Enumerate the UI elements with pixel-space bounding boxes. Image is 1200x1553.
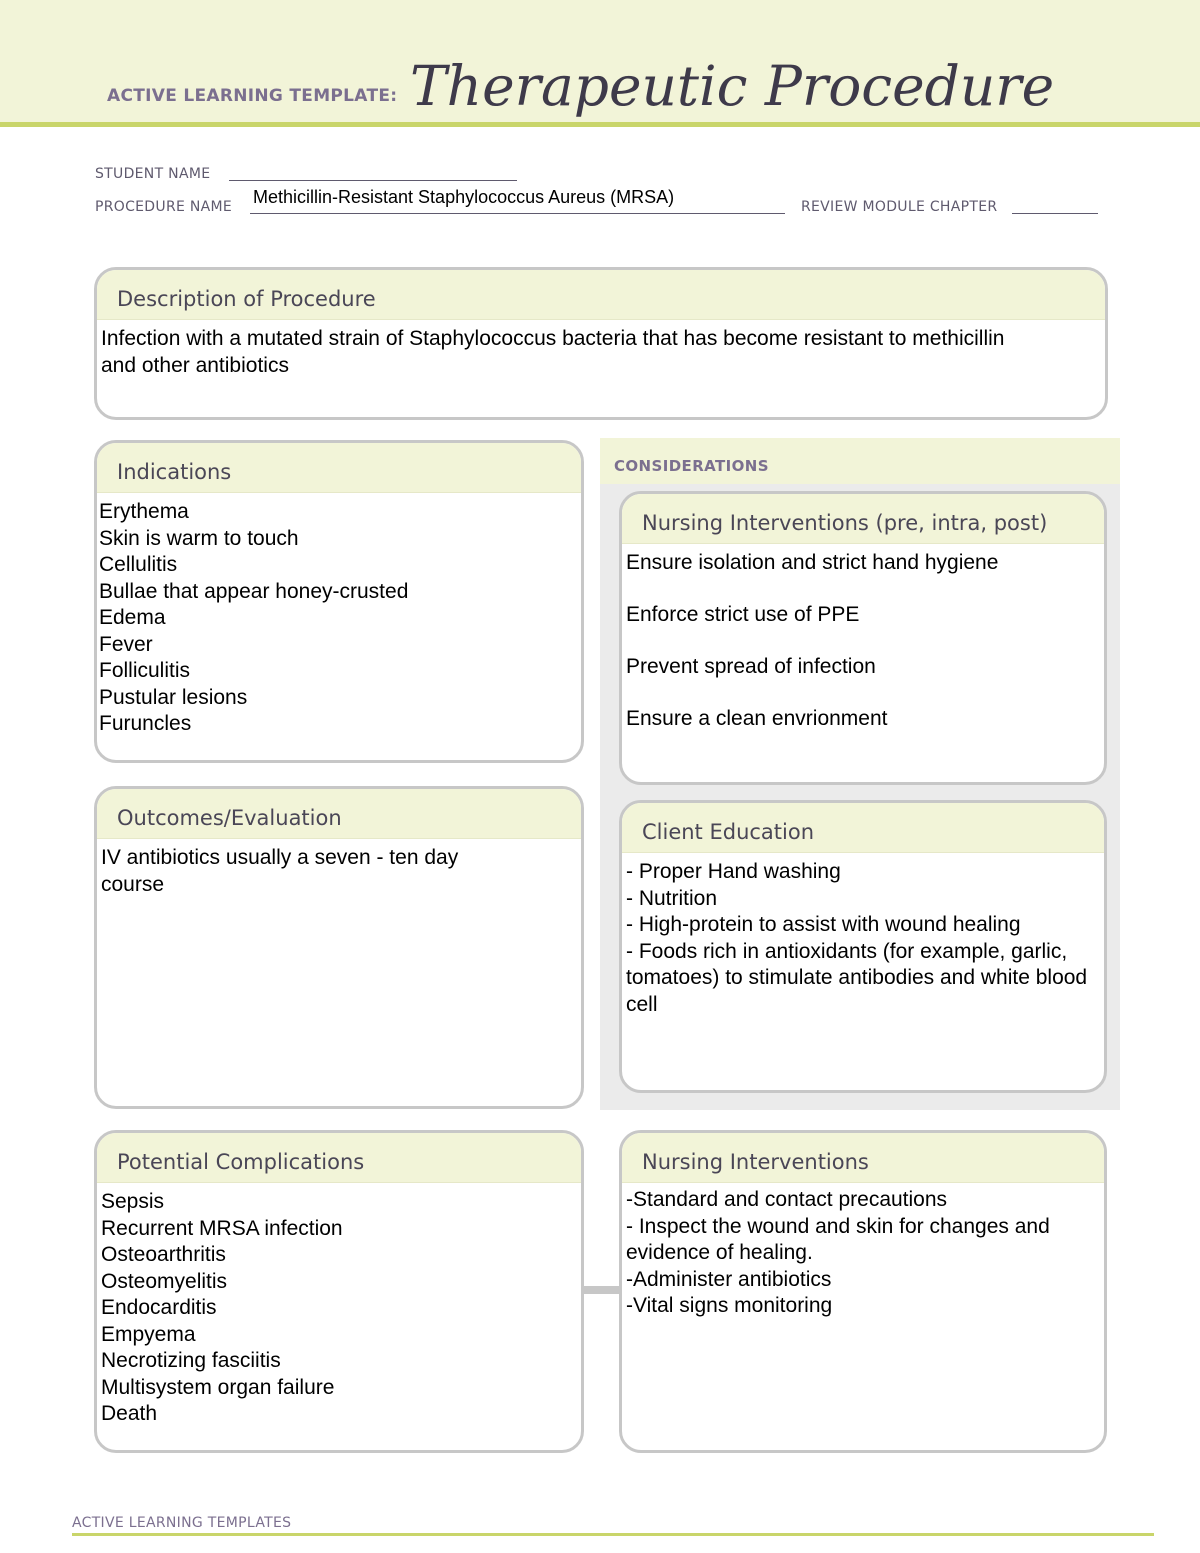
student-name-label: STUDENT NAME — [95, 166, 211, 182]
nursing-intervention-item: -Standard and contact precautions — [626, 1188, 948, 1211]
indication-item: Skin is warm to touch — [99, 526, 299, 550]
template-title: Therapeutic Procedure — [410, 54, 1055, 118]
client-education-item: - High-protein to assist with wound healing — [626, 913, 1021, 936]
indication-item: Bullae that appear honey-crusted — [99, 579, 409, 603]
nursing-intervention-item: -Vital signs monitoring — [626, 1294, 833, 1317]
complication-item: Necrotizing fasciitis — [101, 1349, 281, 1372]
indication-item: Edema — [99, 606, 166, 629]
header-divider — [0, 122, 1200, 127]
complication-item: Osteomyelitis — [101, 1269, 228, 1293]
description-title: Description of Procedure — [97, 270, 1105, 320]
nursing-intervention-ppi-item: Ensure isolation and strict hand hygiene — [626, 551, 999, 574]
client-education-item: - Nutrition — [626, 886, 718, 910]
complication-item: Endocarditis — [101, 1296, 217, 1319]
complications-title: Potential Complications — [97, 1133, 581, 1183]
template-prefix: ACTIVE LEARNING TEMPLATE: — [107, 86, 398, 106]
indication-item: Pustular lesions — [99, 685, 248, 709]
indication-item: Folliculitis — [99, 659, 191, 682]
complication-item: Empyema — [101, 1322, 196, 1346]
description-text: Infection with a mutated strain of Staphylococcus bacteria that has become resistant to methicillin and other antibiotics — [101, 327, 1005, 377]
considerations-title: CONSIDERATIONS — [614, 457, 769, 475]
nursing-intervention-ppi-item: Prevent spread of infection — [626, 655, 876, 678]
complication-item: Recurrent MRSA infection — [101, 1216, 343, 1240]
client-education-item: - Foods rich in antioxidants (for example, garlic, tomatoes) to stimulate antibodies and white blood cell — [626, 939, 1088, 1016]
footer-label: ACTIVE LEARNING TEMPLATES — [72, 1515, 292, 1531]
nursing-intervention-item: - Inspect the wound and skin for changes and evidence of healing. — [626, 1214, 1050, 1264]
nursing-interventions-ppi-section — [619, 491, 1107, 785]
outcomes-title: Outcomes/Evaluation — [97, 789, 581, 839]
review-module-field[interactable] — [1012, 213, 1098, 214]
nursing-interventions-ppi-title: Nursing Interventions (pre, intra, post) — [622, 494, 1104, 544]
complication-item: Death — [101, 1402, 158, 1425]
outcomes-section — [94, 786, 584, 1109]
indication-item: Cellulitis — [99, 553, 178, 576]
footer-divider — [72, 1533, 1154, 1536]
complication-item: Multisystem organ failure — [101, 1375, 335, 1399]
description-section — [94, 267, 1108, 420]
nursing-interventions-section — [619, 1130, 1107, 1453]
indications-section — [94, 440, 584, 763]
procedure-name-value: Methicillin-Resistant Staphylococcus Aureus (MRSA) — [253, 187, 675, 207]
outcomes-text: IV antibiotics usually a seven - ten day course — [101, 846, 459, 896]
client-education-section — [619, 800, 1107, 1093]
procedure-name-field[interactable] — [250, 187, 785, 214]
indications-title: Indications — [97, 443, 581, 493]
nursing-intervention-ppi-item: Ensure a clean envrionment — [626, 707, 888, 730]
complication-item: Osteoarthritis — [101, 1243, 226, 1266]
complications-section — [94, 1130, 584, 1453]
review-module-label: REVIEW MODULE CHAPTER — [801, 199, 998, 215]
complication-item: Sepsis — [101, 1190, 165, 1213]
indication-item: Erythema — [99, 500, 189, 523]
client-education-item: - Proper Hand washing — [626, 860, 841, 883]
nursing-interventions-title: Nursing Interventions — [622, 1133, 1104, 1183]
student-name-field[interactable] — [229, 180, 517, 181]
procedure-name-label: PROCEDURE NAME — [95, 199, 233, 215]
indication-item: Fever — [99, 632, 153, 656]
nursing-intervention-item: -Administer antibiotics — [626, 1267, 832, 1291]
client-education-title: Client Education — [622, 803, 1104, 853]
indication-item: Furuncles — [99, 712, 192, 735]
nursing-intervention-ppi-item: Enforce strict use of PPE — [626, 603, 860, 626]
section-connector — [582, 1286, 622, 1294]
